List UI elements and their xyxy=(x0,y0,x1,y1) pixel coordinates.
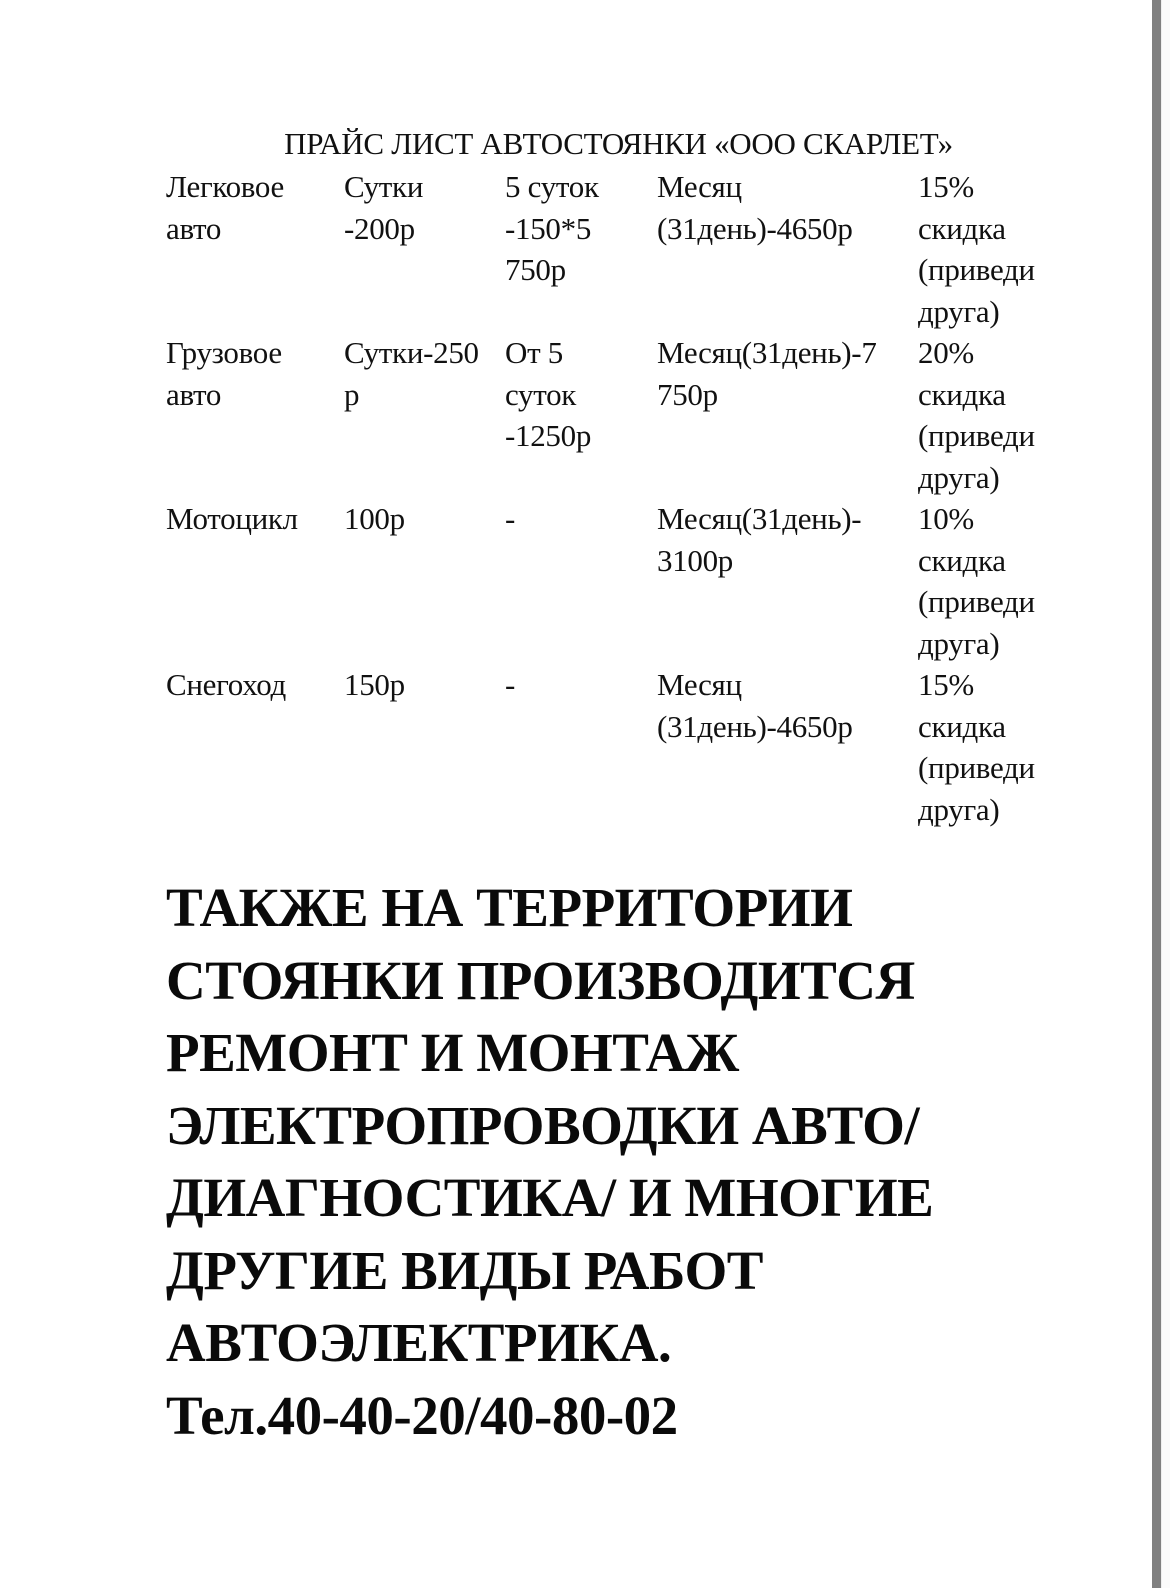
cell-text-line: (приведи xyxy=(918,584,1035,619)
cell-text-line: р xyxy=(344,376,360,412)
cell-text-line: -200р xyxy=(344,210,415,246)
cell-text-line: 5 суток xyxy=(505,169,599,204)
cell-text-line: Месяц xyxy=(657,169,742,204)
monthly-price-cell xyxy=(657,332,918,498)
cell-text-line: - xyxy=(505,667,516,702)
document-title: ПРАЙС ЛИСТ АВТОСТОЯНКИ «ООО СКАРЛЕТ» xyxy=(284,126,953,161)
discount-cell xyxy=(918,166,1068,332)
monthly-price-cell xyxy=(657,498,918,664)
services-line: СТОЯНКИ ПРОИЗВОДИТСЯ xyxy=(166,949,915,1011)
vehicle-type-cell xyxy=(166,498,344,664)
services-notice xyxy=(166,872,1066,1452)
cell-text-line: авто xyxy=(166,376,222,412)
cell-text-line: скидка xyxy=(918,376,1006,412)
price-table xyxy=(166,166,1068,830)
cell-text-line: (приведи xyxy=(918,750,1035,785)
cell-text-line: друга) xyxy=(918,459,1000,495)
daily-price-cell xyxy=(344,664,505,830)
table-row xyxy=(166,332,1068,498)
monthly-price-cell xyxy=(657,664,918,830)
cell-text-line: 750р xyxy=(505,252,566,287)
vehicle-type-cell xyxy=(166,664,344,830)
cell-text-line: Сутки xyxy=(344,169,424,204)
daily-price-cell xyxy=(344,166,505,332)
cell-text-line: 3100р xyxy=(657,542,734,578)
cell-text-line: Грузовое xyxy=(166,335,282,370)
cell-text-line: 100р xyxy=(344,501,405,536)
cell-text-line: 15% xyxy=(918,169,974,204)
discount-cell xyxy=(918,332,1068,498)
vehicle-type-cell xyxy=(166,332,344,498)
table-row xyxy=(166,498,1068,664)
table-row xyxy=(166,166,1068,332)
services-line: АВТОЭЛЕКТРИКА. xyxy=(166,1312,672,1373)
discount-cell xyxy=(918,664,1068,830)
cell-text-line: Снегоход xyxy=(166,667,286,702)
cell-text-line: Месяц(31день)-7 xyxy=(657,335,877,370)
cell-text-line: (31день)-4650р xyxy=(657,708,853,744)
cell-text-line: -150*5 xyxy=(505,210,592,246)
cell-text-line: Месяц(31день)- xyxy=(657,501,862,536)
page-edge-divider xyxy=(1152,0,1161,1588)
phone-number: Тел.40-40-20/40-80-02 xyxy=(166,1384,678,1446)
daily-price-cell xyxy=(344,332,505,498)
cell-text-line: Мотоцикл xyxy=(166,501,298,536)
cell-text-line: От 5 xyxy=(505,335,563,370)
cell-text-line: - xyxy=(505,501,516,536)
table-row xyxy=(166,664,1068,830)
cell-text-line: Сутки-250 xyxy=(344,335,479,370)
cell-text-line: (приведи xyxy=(918,252,1035,287)
cell-text-line: авто xyxy=(166,210,222,246)
cell-text-line: Месяц xyxy=(657,667,742,702)
price-table-body xyxy=(166,166,1068,830)
cell-text-line: суток xyxy=(505,376,577,412)
cell-text-line: Легковое xyxy=(166,169,284,204)
vehicle-type-cell xyxy=(166,166,344,332)
cell-text-line: друга) xyxy=(918,791,1000,827)
services-line: ЭЛЕКТРОПРОВОДКИ АВТО/ xyxy=(166,1094,920,1156)
services-line: ДРУГИЕ ВИДЫ РАБОТ xyxy=(166,1239,763,1301)
services-line: РЕМОНТ И МОНТАЖ xyxy=(166,1022,739,1083)
cell-text-line: 10% xyxy=(918,501,974,536)
five-day-price-cell xyxy=(505,498,657,664)
cell-text-line: 20% xyxy=(918,335,974,370)
page-edge-margin xyxy=(1161,0,1170,1588)
five-day-price-cell xyxy=(505,332,657,498)
monthly-price-cell xyxy=(657,166,918,332)
cell-text-line: -1250р xyxy=(505,418,592,453)
discount-cell xyxy=(918,498,1068,664)
cell-text-line: друга) xyxy=(918,625,1000,661)
services-line: ТАКЖЕ НА ТЕРРИТОРИИ xyxy=(166,877,853,938)
services-line: ДИАГНОСТИКА/ И МНОГИЕ xyxy=(166,1167,934,1228)
cell-text-line: скидка xyxy=(918,708,1006,744)
cell-text-line: 150р xyxy=(344,667,405,702)
daily-price-cell xyxy=(344,498,505,664)
five-day-price-cell xyxy=(505,664,657,830)
cell-text-line: 15% xyxy=(918,667,974,702)
cell-text-line: друга) xyxy=(918,293,1000,329)
cell-text-line: (31день)-4650р xyxy=(657,210,853,246)
five-day-price-cell xyxy=(505,166,657,332)
cell-text-line: скидка xyxy=(918,210,1006,246)
cell-text-line: 750р xyxy=(657,376,718,412)
cell-text-line: (приведи xyxy=(918,418,1035,453)
cell-text-line: скидка xyxy=(918,542,1006,578)
